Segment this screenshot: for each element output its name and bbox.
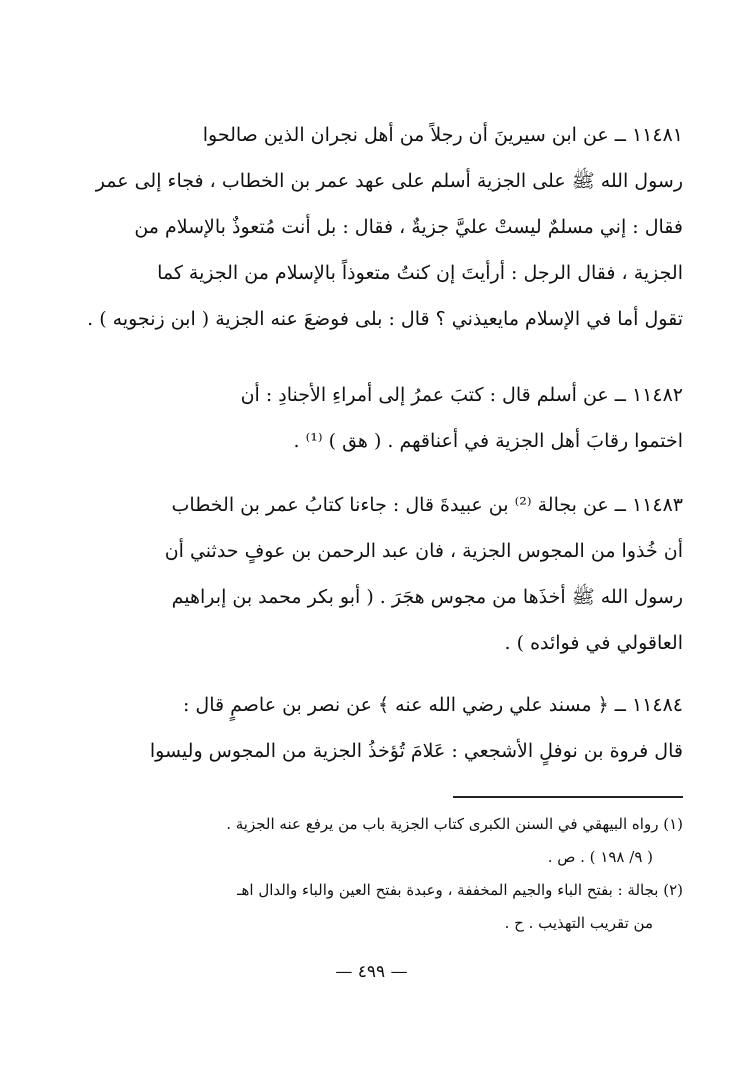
text-line: ١١٤٨١ ــ عن ابن سيرينَ أن رجلاً من أهل نجران الذين صالحوا bbox=[202, 124, 683, 146]
text-line: العاقولي في فوائده ) . bbox=[504, 632, 683, 654]
footnote-line: ( ٩/ ١٩٨ ) . ص . bbox=[547, 848, 653, 866]
page-number: — ٤٩٩ — bbox=[335, 962, 408, 982]
text-line: قال فروة بن نوفلٍ الأشجعي : عَلامَ تُؤخذُ الجزية من المجوس وليسوا bbox=[149, 740, 683, 762]
footnote-line: من تقريب التهذيب . ح . bbox=[504, 914, 653, 932]
text-line: أن خُذوا من المجوس الجزية ، فان عبد الرحمن بن عوفٍ حدثني أن bbox=[164, 540, 683, 562]
text-line: ١١٤٨٢ ــ عن أسلم قال : كتبَ عمرُ إلى أمراءِ الأجنادِ : أن bbox=[240, 384, 683, 406]
text-line: فقال : إني مسلمٌ ليستْ عليَّ جزيةٌ ، فقال : بل أنت مُتعوذٌ بالإسلام من bbox=[134, 216, 683, 238]
hadith-entry-11481 bbox=[63, 112, 683, 342]
footnote-line: (٢) بجالة : بفتح الباء والجيم المخففة ، وعبدة بفتح العين والباء والدال اهـ bbox=[237, 881, 683, 899]
footnote-2 bbox=[63, 874, 683, 940]
footnote-line: (١) رواه البيهقي في السنن الكبرى كتاب الجزية باب من يرفع عنه الجزية . bbox=[226, 815, 683, 833]
text-line: ١١٤٨٤ ــ ﴿ مسند علي رضي الله عنه ﴾ عن نصر بن عاصمٍ قال : bbox=[182, 694, 683, 716]
footnote-1 bbox=[63, 808, 683, 874]
hadith-entry-11482 bbox=[63, 372, 683, 464]
text-line: رسول الله ﷺ على الجزية أسلم على عهد عمر بن الخطاب ، فجاء إلى عمر bbox=[95, 170, 683, 192]
text-line: اختموا رقابَ أهل الجزية في أعناقهم . ( هق ) ⁽¹⁾ . bbox=[293, 430, 683, 452]
hadith-entry-11483 bbox=[63, 482, 683, 666]
hadith-entry-11484 bbox=[63, 682, 683, 774]
text-line: الجزية ، فقال الرجل : أرأيتَ إن كنتُ متعوذاً بالإسلام من الجزية كما bbox=[157, 262, 683, 284]
footnote-divider bbox=[453, 796, 683, 798]
footnotes bbox=[63, 808, 683, 940]
text-line: رسول الله ﷺ أخذَها من مجوس هجَرَ . ( أبو بكر محمد بن إبراهيم bbox=[171, 586, 683, 608]
text-line: ١١٤٨٣ ــ عن بجالة ⁽²⁾ بن عبيدةَ قال : جاءنا كتابُ عمر بن الخطاب bbox=[171, 494, 683, 516]
text-line: تقول أما في الإسلام مايعيذني ؟ قال : بلى فوضعَ عنه الجزية ( ابن زنجويه ) . bbox=[87, 308, 683, 330]
